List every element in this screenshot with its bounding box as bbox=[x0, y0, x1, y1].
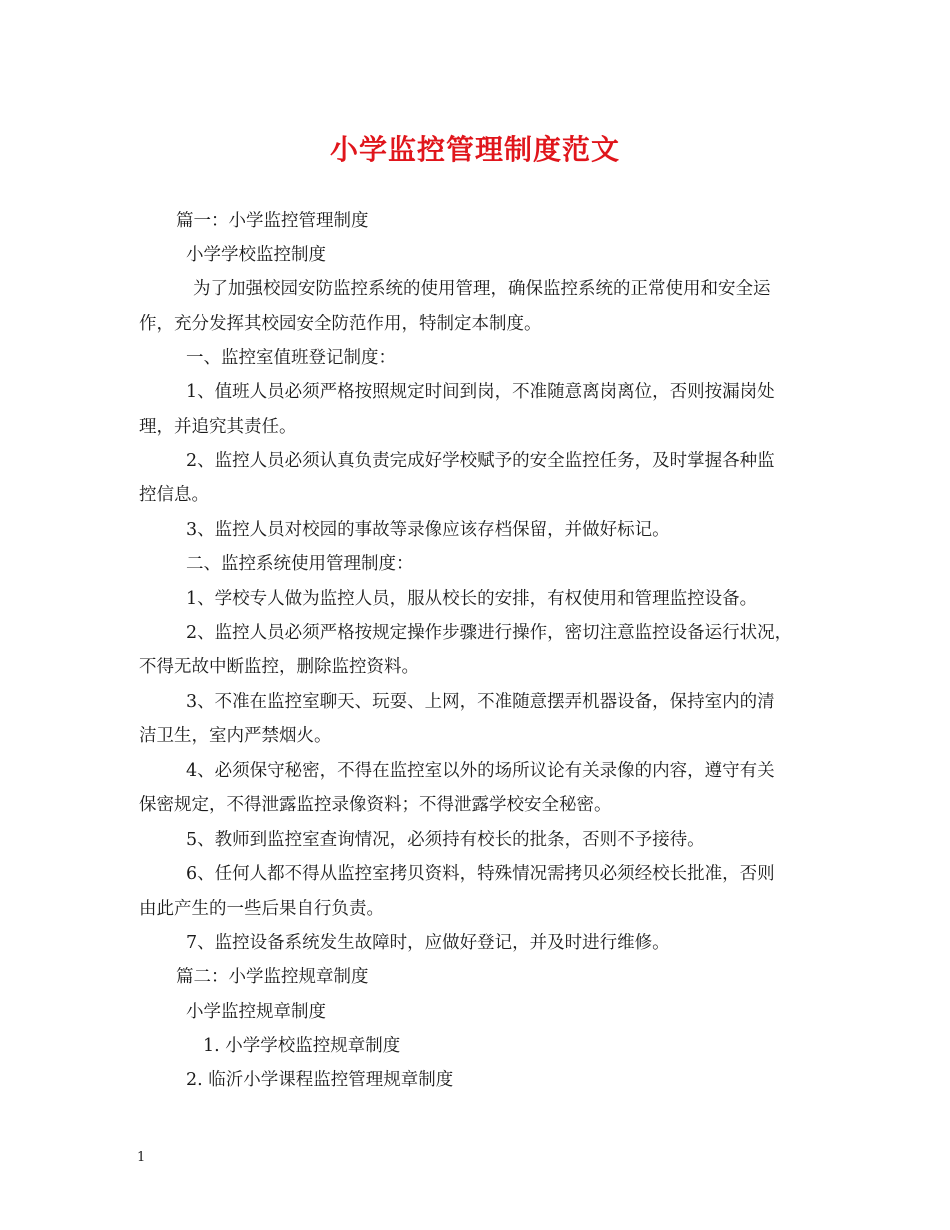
paragraph-line: 4、必须保守秘密，不得在监控室以外的场所议论有关录像的内容，遵守有关 bbox=[186, 761, 775, 781]
subheading: 一、监控室值班登记制度： bbox=[186, 348, 396, 368]
paragraph-line: 6、任何人都不得从监控室拷贝资料，特殊情况需拷贝必须经校长批准，否则 bbox=[186, 864, 775, 884]
paragraph-line: 不得无故中断监控，删除监控资料。 bbox=[139, 657, 419, 677]
list-item: 2. 临沂小学课程监控管理规章制度 bbox=[186, 1070, 454, 1090]
paragraph-line: 3、不准在监控室聊天、玩耍、上网，不准随意摆弄机器设备，保持室内的清 bbox=[186, 692, 775, 712]
paragraph-line: 保密规定，不得泄露监控录像资料；不得泄露学校安全秘密。 bbox=[139, 795, 612, 815]
list-item: 1. 小学学校监控规章制度 bbox=[203, 1036, 401, 1056]
document-title: 小学监控管理制度范文 bbox=[329, 133, 620, 166]
section-heading-1: 篇一：小学监控管理制度 bbox=[176, 211, 369, 231]
paragraph-line: 1、学校专人做为监控人员，服从校长的安排，有权使用和管理监控设备。 bbox=[186, 589, 758, 609]
subheading: 小学监控规章制度 bbox=[186, 1002, 326, 1022]
paragraph-line: 2、监控人员必须认真负责完成好学校赋予的安全监控任务，及时掌握各种监 bbox=[186, 451, 775, 471]
paragraph-line: 理，并追究其责任。 bbox=[139, 417, 297, 437]
paragraph-line: 1、值班人员必须严格按照规定时间到岗，不准随意离岗离位，否则按漏岗处 bbox=[186, 382, 775, 402]
paragraph-line: 7、监控设备系统发生故障时，应做好登记，并及时进行维修。 bbox=[186, 933, 670, 953]
subheading: 二、监控系统使用管理制度： bbox=[186, 554, 414, 574]
paragraph-line: 洁卫生，室内严禁烟火。 bbox=[139, 726, 332, 746]
paragraph-line: 为了加强校园安防监控系统的使用管理，确保监控系统的正常使用和安全运 bbox=[193, 279, 771, 299]
section-heading-2: 篇二：小学监控规章制度 bbox=[176, 967, 369, 987]
page-number: 1 bbox=[137, 1150, 146, 1165]
paragraph-line: 5、教师到监控室查询情况，必须持有校长的批条，否则不予接待。 bbox=[186, 830, 705, 850]
paragraph-line: 由此产生的一些后果自行负责。 bbox=[139, 899, 384, 919]
paragraph-line: 3、监控人员对校园的事故等录像应该存档保留，并做好标记。 bbox=[186, 520, 670, 540]
subheading: 小学学校监控制度 bbox=[186, 245, 326, 265]
paragraph-line: 作，充分发挥其校园安全防范作用，特制定本制度。 bbox=[139, 314, 542, 334]
paragraph-line: 控信息。 bbox=[139, 485, 209, 505]
paragraph-line: 2、监控人员必须严格按规定操作步骤进行操作，密切注意监控设备运行状况， bbox=[186, 623, 793, 643]
